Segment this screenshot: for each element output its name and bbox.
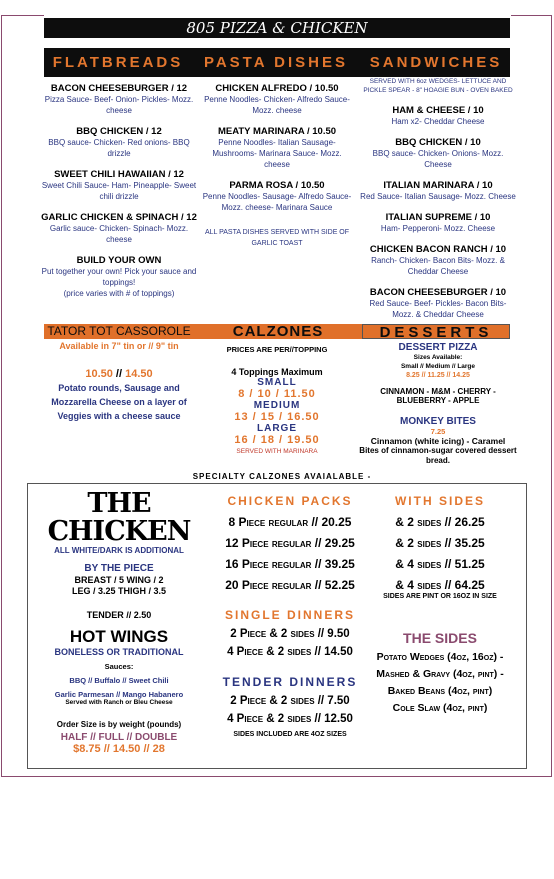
calzone-medium-label: MEDIUM [253,400,301,411]
tender-price: TENDER // 2.50 [86,610,152,620]
calzone-served: SERVED WITH MARINARA [236,448,318,455]
by-piece-title: BY THE PIECE [84,563,154,574]
packs-header: CHICKEN PACKS [227,494,353,508]
hot-wings-title: HOT WINGS [69,627,169,646]
list-item: BACON CHEESEBURGER / 10 Red Sauce- Beef- Pickles- Bacon Bits- Mozz. & Cheddar Cheese [369,287,507,319]
tater-desc: Potato rounds, Sausage and Mozzarella Cheese on a layer of Veggies with a cheese sauce [51,383,187,421]
dessert-sizes: Small // Medium // Large [400,363,476,370]
list-item: PARMA ROSA / 10.50 Penne Noodles- Sausage- Alfredo Sauce- Mozz. cheese- Marinara Sauce [202,180,352,212]
with-sides-note: SIDES ARE PINT OR 16OZ IN SIZE [383,593,497,600]
list-item: CHICKEN BACON RANCH / 10 Ranch- Chicken- Bacon Bits- Mozz. & Cheddar Cheese [369,244,507,276]
monkey-bites-desc-2: Bites of cinnamon-sugar covered dessert bread. [359,446,517,465]
flatbreads-header: FLATBREADS [52,54,184,71]
list-item: 4 Piece & 2 sides // 12.50 [227,713,353,725]
tater-prices: 10.50 // 14.50 [85,368,153,380]
list-item: SWEET CHILI HAWAIIAN / 12 Sweet Chili Sauce- Ham- Pineapple- Sweet chili drizzle [41,169,197,201]
dessert-sizes-label: Sizes Available: [413,354,463,361]
list-item: 4 Piece & 2 sides // 14.50 [227,646,353,658]
sandwiches-header: SANDWICHES [369,54,503,71]
list-item: BBQ CHICKEN / 10 BBQ sauce- Chicken- Onions- Mozz. Cheese [372,137,504,169]
list-item: 12 Piece regular // 29.25 [225,536,355,550]
pasta-header: PASTA DISHES [203,54,349,71]
tenders-note: SIDES INCLUDED ARE 4OZ SIZES [233,731,347,738]
by-piece-row-2: LEG / 3.25 THIGH / 3.5 [71,586,167,596]
monkey-bites-desc-1: Cinnamon (white icing) - Caramel [370,436,506,446]
frame-top-left [1,15,44,16]
tater-column [40,341,198,423]
chicken-title: THE CHICKEN [47,488,191,547]
frame-top-right [511,15,552,16]
list-item: 16 Piece regular // 39.25 [225,557,355,571]
sauces-label: Sauces: [104,662,134,671]
list-item: ITALIAN MARINARA / 10 Red Sauce- Italian Sausage- Mozz. Cheese [360,180,516,201]
chicken-sub: ALL WHITE/DARK IS ADDITIONAL [54,546,184,555]
dessert-prices: 8.25 // 11.25 // 14.25 [406,372,470,379]
list-item: ITALIAN SUPREME / 10 Ham- Pepperoni- Mozz. Cheese [380,212,496,233]
list-item: Cole Slaw (4oz, pint) [392,702,488,714]
list-item: Mashed & Gravy (4oz, pint) - [376,668,504,680]
menu-title: 805 PIZZA & CHICKEN [44,18,510,38]
calzones-column [196,345,358,455]
wings-served: Served with Ranch or Bleu Cheese [65,699,173,706]
list-item: & 2 sides // 26.25 [395,515,485,529]
sauces-2: Garlic Parmesan // Mango Habanero [54,690,184,699]
order-size-note: Order Size is by weight (pounds) [56,720,182,729]
the-sides-header: THE SIDES [403,630,477,646]
calzone-specialty: SPECIALTY CALZONES AVAIALABLE - [192,472,372,481]
wing-prices: $8.75 // 14.50 // 28 [73,743,165,755]
dessert-flavors-1: CINNAMON - M&M - CHERRY - [380,387,496,396]
list-item: CHICKEN ALFREDO / 10.50 Penne Noodles- Chicken- Alfredo Sauce- Mozz. cheese [204,83,350,115]
packs-column [214,494,366,738]
list-item: HAM & CHEESE / 10 Ham x2- Cheddar Cheese [391,105,485,126]
tater-header: TATOR TOT CASSOROLE [44,324,194,339]
calzone-small-label: SMALL [257,377,297,388]
list-item: MEATY MARINARA / 10.50 Penne Noodles- Italian Sausage- Mushrooms- Marinara Sauce- Mozz. cheese [212,126,342,169]
calzone-pricing: PRICES ARE PER//TOPPING [226,345,328,354]
monkey-bites-price: 7.25 [430,427,446,436]
monkey-bites-title: MONKEY BITES [400,416,476,427]
list-item: 2 Piece & 2 sides // 7.50 [230,695,350,707]
with-sides-column [372,494,508,714]
list-item: GARLIC CHICKEN & SPINACH / 12 Garlic sauce- Chicken- Spinach- Mozz. cheese [41,212,197,244]
pasta-note: ALL PASTA DISHES SERVED WITH SIDE OF GARLIC TOAST [204,229,350,247]
calzones-header: CALZONES [194,324,362,339]
calzone-small-prices: 8 / 10 / 11.50 [238,388,316,400]
by-piece-row-1: BREAST / 5 WING / 2 [74,575,164,585]
list-item: 8 Piece regular // 20.25 [228,515,352,529]
with-sides-header: WITH SIDES [394,494,485,508]
list-item: BUILD YOUR OWN Put together your own! Pick your sauce and toppings! (price varies with # of toppings) [41,255,197,298]
list-item: & 2 sides // 35.25 [395,536,485,550]
calzone-medium-prices: 13 / 15 / 16.50 [234,411,320,423]
calzone-large-label: LARGE [257,423,297,434]
dessert-flavors-2: BLUEBERRY - APPLE [396,396,480,405]
sauces-1: BBQ // Buffalo // Sweet Chili [69,676,169,685]
desserts-column [358,342,518,466]
desserts-header: DESSERTS [362,324,510,339]
sandwich-note: SERVED WITH 6oz WEDGES- LETTUCE AND PICKLE SPEAR - 8" HOAGIE BUN - OVEN BAKED [363,78,513,94]
hot-wings-sub: BONELESS OR TRADITIONAL [54,647,184,657]
dessert-pizza-title: DESSERT PIZZA [398,342,478,353]
list-item: Potato Wedges (4oz, 16oz) - [376,651,504,663]
flatbreads-column [40,83,198,309]
sandwiches-column [358,77,518,330]
list-item: & 4 sides // 51.25 [395,557,485,571]
tenders-header: TENDER DINNERS [222,675,358,689]
list-item: & 4 sides // 64.25 [395,578,485,592]
list-item: 20 Piece regular // 52.25 [225,578,355,592]
singles-header: SINGLE DINNERS [224,608,355,622]
tater-sizes: Available in 7" tin or // 9" tin [59,341,179,351]
list-item: BACON CHEESEBURGER / 12 Pizza Sauce- Beef- Onion- Pickles- Mozz. cheese [44,83,194,115]
pasta-column [200,83,354,249]
calzone-large-prices: 16 / 18 / 19.50 [234,434,320,446]
list-item: 2 Piece & 2 sides // 9.50 [230,628,350,640]
calzone-max: 4 Toppings Maximum [231,367,323,377]
chicken-column [33,490,205,755]
wing-sizes: HALF // FULL // DOUBLE [60,732,178,743]
list-item: BBQ CHICKEN / 12 BBQ sauce- Chicken- Red onions- BBQ drizzle [48,126,190,158]
list-item: Baked Beans (4oz, pint) [387,685,493,697]
